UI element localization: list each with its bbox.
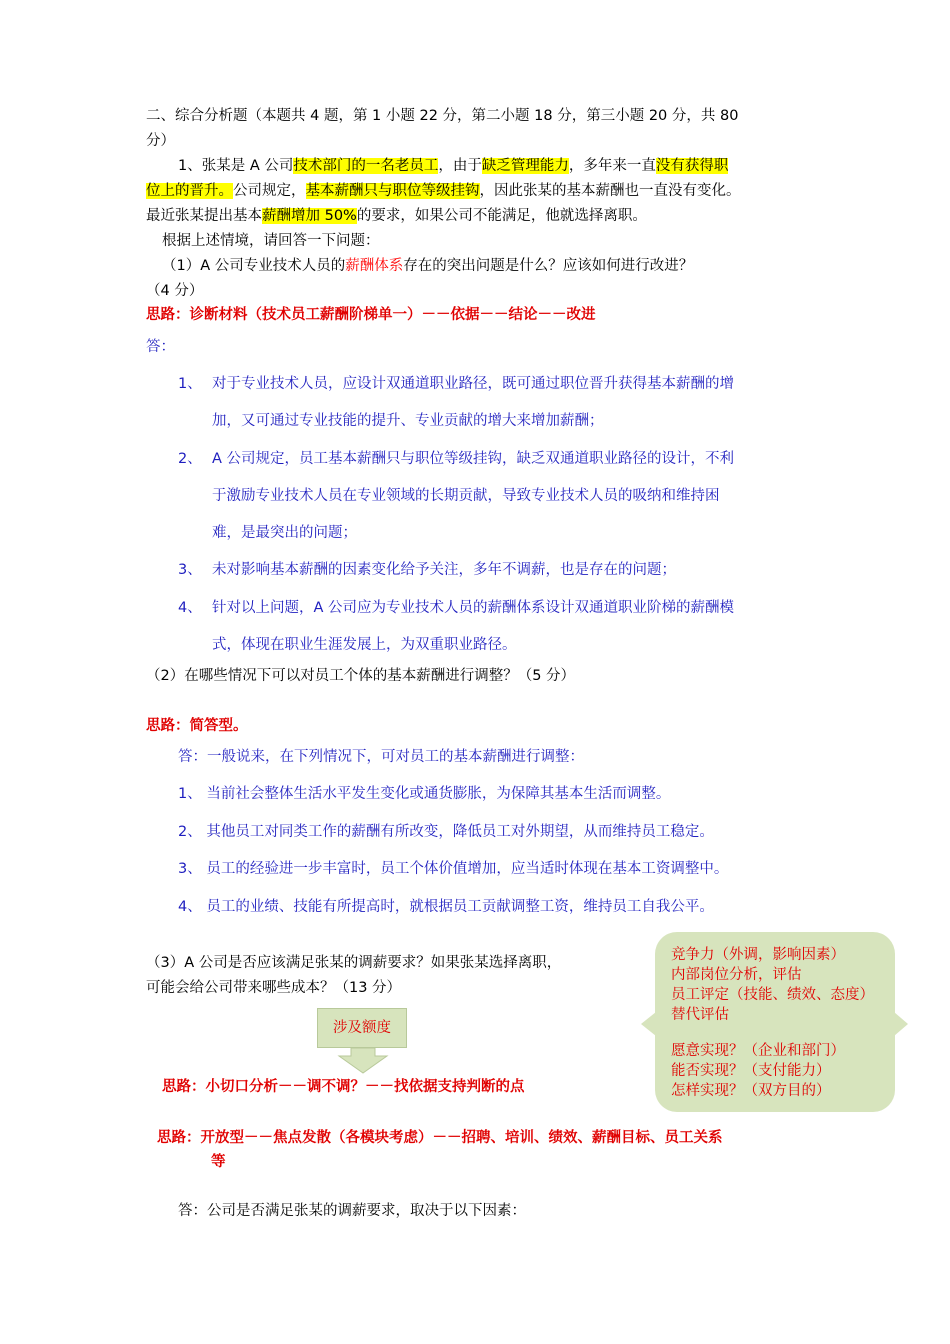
case-line-3 <box>146 204 647 225</box>
case-line-1 <box>178 154 728 175</box>
q1-idea: 思路：诊断材料（技术员工薪酬阶梯单一）－－依据－－结论－－改进 <box>146 307 596 323</box>
q1-item-2-line3: 难，是最突出的问题； <box>212 525 357 541</box>
highlight-text: 基本薪酬只与职位等级挂钩 <box>305 183 480 199</box>
case-text: ，多年来一直 <box>568 158 656 174</box>
case-text: 最近张某提出基本 <box>146 208 262 224</box>
case-text: 的要求，如果公司不能满足，他就选择离职。 <box>356 208 647 224</box>
q2-item-1: 1、 当前社会整体生活水平发生变化或通货膨胀，为保障其基本生活而调整。 <box>178 786 671 802</box>
q2-idea: 思路：简答型。 <box>146 718 248 734</box>
prompt-text: 根据上述情境，请回答一下问题： <box>162 233 380 249</box>
callout-pointer-left <box>641 1012 656 1036</box>
q1-answer-label: 答： <box>146 339 175 355</box>
q1-item-2-num: 2、 <box>178 451 202 467</box>
q1-item-2-line1: A 公司规定，员工基本薪酬只与职位等级挂钩，缺乏双通道职业路径的设计，不利 <box>212 451 735 467</box>
q1-item-1-num: 1、 <box>178 376 202 392</box>
case-text: ，由于 <box>438 158 482 174</box>
case-text: 公司规定， <box>233 183 306 199</box>
callout-line-3: 员工评定（技能、绩效、态度） <box>671 987 874 1003</box>
q1-item-1-line1: 对于专业技术人员，应设计双通道职业路径，既可通过职位晋升获得基本薪酬的增 <box>212 376 734 392</box>
highlight-text: 薪酬增加 50% <box>262 208 357 224</box>
callout-line-4: 替代评估 <box>671 1007 729 1023</box>
section-title-line1: 二、综合分析题（本题共 4 题，第 1 小题 22 分，第二小题 18 分，第三小题 20 分，共 80 <box>146 108 739 124</box>
highlight-text: 缺乏管理能力 <box>481 158 569 174</box>
q2-item-4: 4、 员工的业绩、技能有所提高时，就根据员工贡献调整工资，维持员工自我公平。 <box>178 899 714 915</box>
callout-pointer-right <box>894 1012 908 1036</box>
q1-title <box>162 254 693 275</box>
q1-red-text: 薪酬体系 <box>345 258 404 274</box>
q1-item-4-line2: 式，体现在职业生涯发展上，为双重职业路径。 <box>212 637 517 653</box>
case-text: ，因此张某的基本薪酬也一直没有变化。 <box>479 183 741 199</box>
q1-text: 存在的突出问题是什么？应该如何进行改进？ <box>403 258 694 274</box>
case-line-2 <box>146 179 741 200</box>
q2-item-2: 2、 其他员工对同类工作的薪酬有所改变，降低员工对外期望，从而维持员工稳定。 <box>178 824 714 840</box>
q1-item-3-num: 3、 <box>178 562 202 578</box>
highlight-text: 没有获得职 <box>655 158 729 174</box>
callout-line-2: 内部岗位分析，评估 <box>671 967 802 983</box>
callout-line-7: 能否实现？（支付能力） <box>671 1063 831 1079</box>
q2-item-3: 3、 员工的经验进一步丰富时，员工个体价值增加，应当适时体现在基本工资调整中。 <box>178 861 729 877</box>
q1-item-3-line1: 未对影响基本薪酬的因素变化给予关注，多年不调薪，也是存在的问题； <box>212 562 676 578</box>
q3-idea-2-line2: 等 <box>211 1154 226 1170</box>
q3-idea-2-line1: 思路：开放型－－焦点发散（各模块考虑）－－招聘、培训、绩效、薪酬目标、员工关系 <box>157 1130 723 1146</box>
q1-item-1-line2: 加，又可通过专业技能的提升、专业贡献的增大来增加薪酬； <box>212 413 604 429</box>
highlight-text: 技术部门的一名老员工 <box>293 158 439 174</box>
q2-title: （2）在哪些情况下可以对员工个体的基本薪酬进行调整？（5 分） <box>146 668 576 684</box>
highlight-text: 。 <box>218 183 233 199</box>
q3-idea-1: 思路：小切口分析－－调不调？－－找依据支持判断的点 <box>162 1079 525 1095</box>
q1-item-2-line2: 于激励专业技术人员在专业领域的长期贡献，导致专业技术人员的吸纳和维持困 <box>212 488 720 504</box>
case-text: 1、张某是 A 公司 <box>178 158 294 174</box>
section-title-cont: 分） <box>146 133 175 149</box>
q2-answer-intro: 答：一般说来，在下列情况下，可对员工的基本薪酬进行调整： <box>178 749 584 765</box>
callout-note <box>655 932 895 1112</box>
callout-line-1: 竞争力（外调，影响因素） <box>671 947 845 963</box>
q1-score: （4 分） <box>146 283 204 299</box>
callout-line-6: 愿意实现？（企业和部门） <box>671 1043 845 1059</box>
q3-answer-intro: 答：公司是否满足张某的调薪要求，取决于以下因素： <box>178 1203 526 1219</box>
highlight-text: 位上的晋升 <box>146 183 219 199</box>
q1-item-4-line1: 针对以上问题，A 公司应为专业技术人员的薪酬体系设计双通道职业阶梯的薪酬模 <box>212 600 735 616</box>
q3-title-line1: （3）A 公司是否应该满足张某的调薪要求？如果张某选择离职， <box>146 955 562 971</box>
q1-text: （1）A 公司专业技术人员的 <box>162 258 346 274</box>
section-title <box>146 104 738 125</box>
q3-title-line2: 可能会给公司带来哪些成本？（13 分） <box>146 980 402 996</box>
amount-note-box: 涉及额度 <box>317 1008 407 1048</box>
down-arrow-icon <box>337 1048 389 1074</box>
q1-item-4-num: 4、 <box>178 600 202 616</box>
callout-line-8: 怎样实现？（双方目的） <box>671 1083 831 1099</box>
